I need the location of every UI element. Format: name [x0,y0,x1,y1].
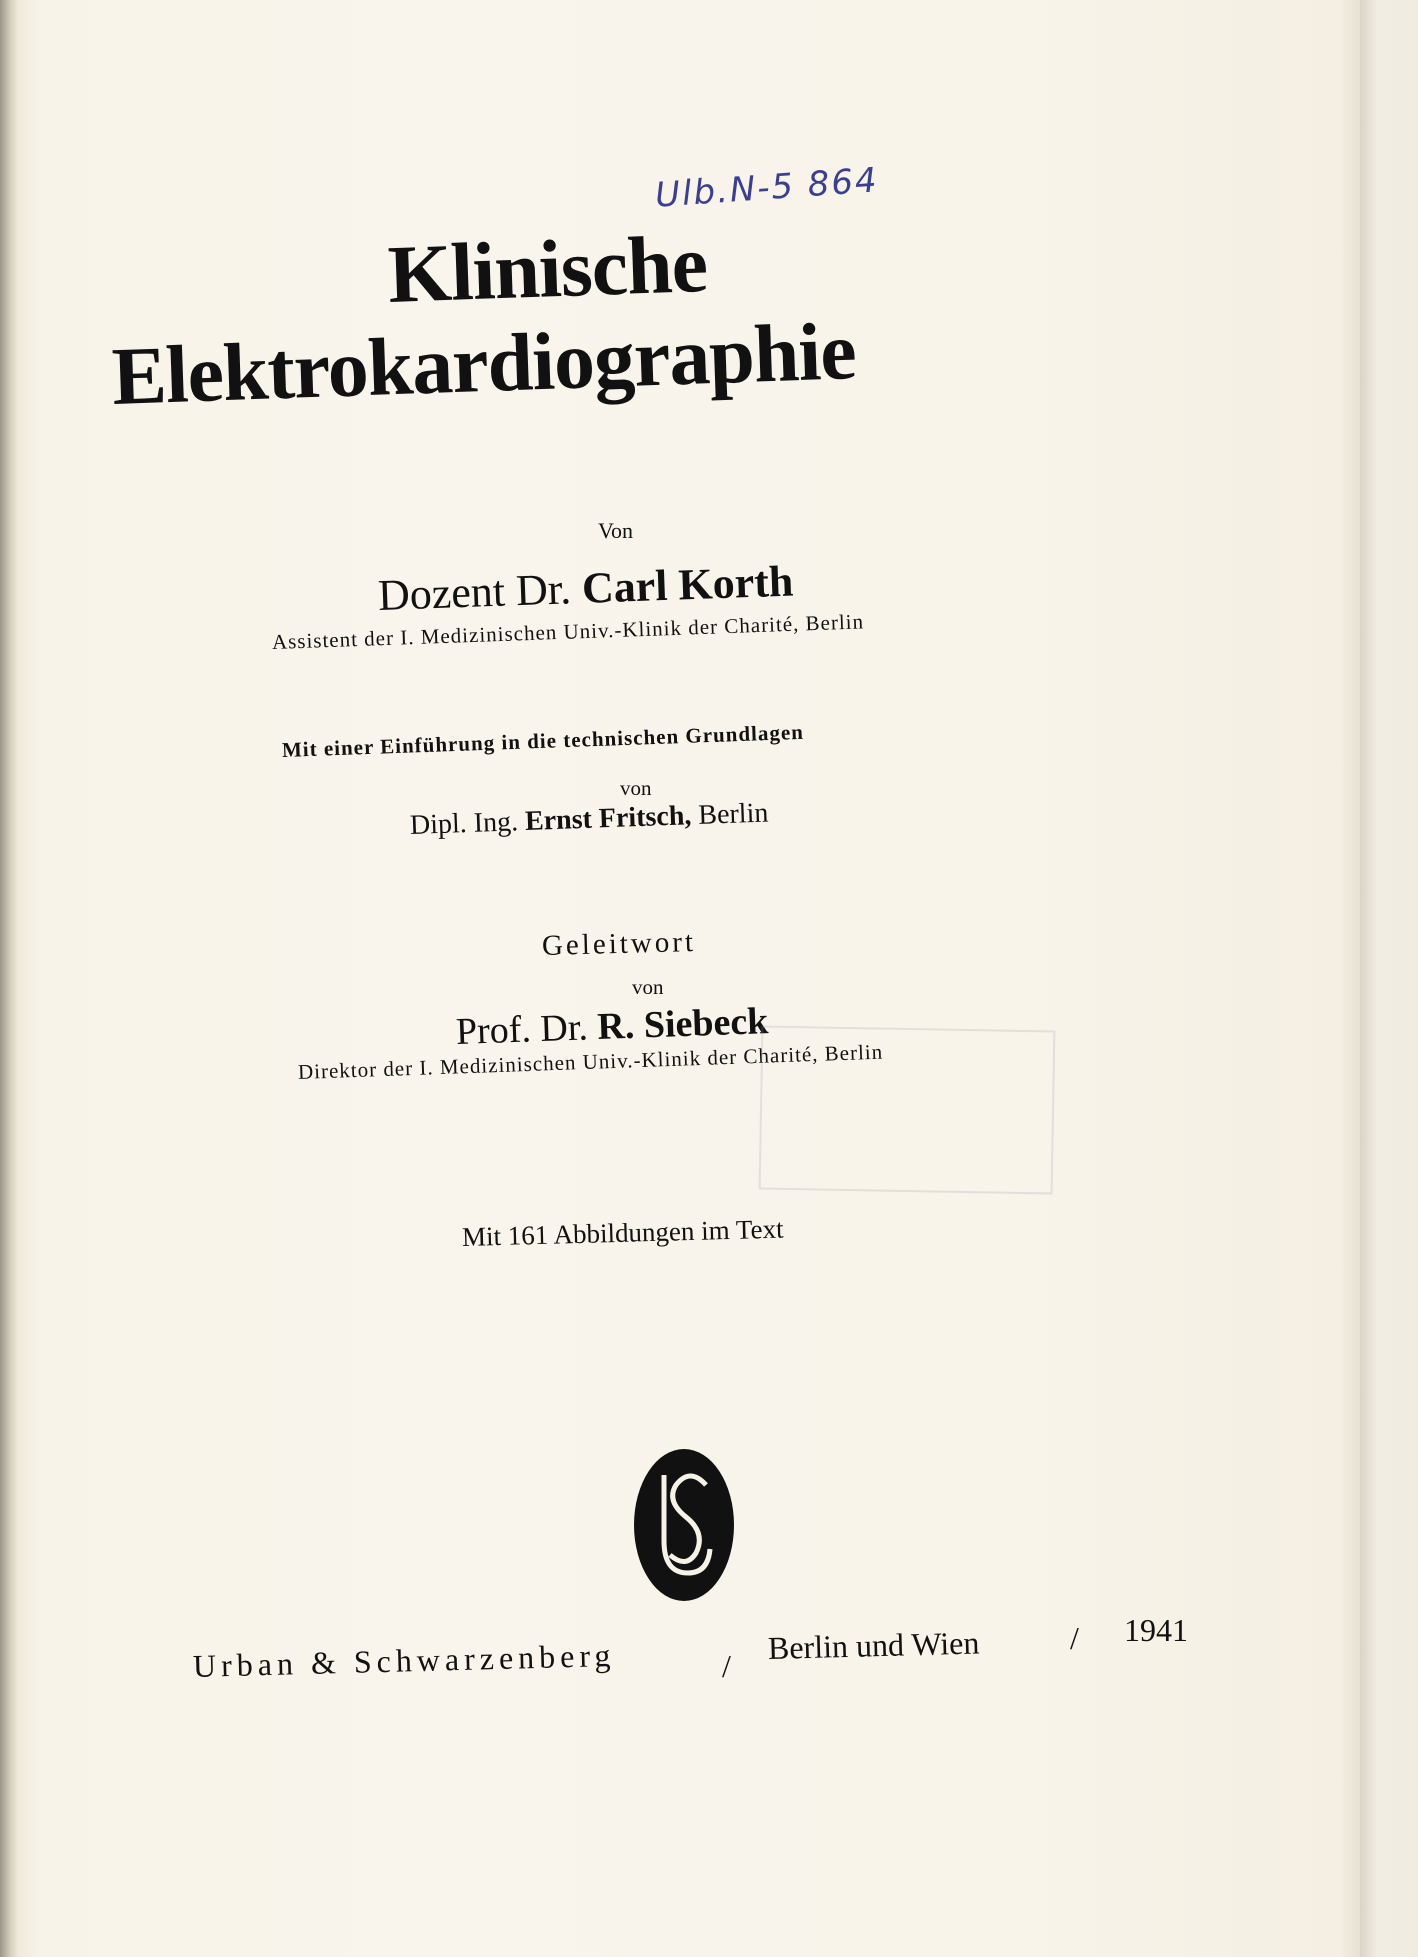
title-line-1: Klinische [386,217,709,320]
introduction-text: Mit einer Einführung in die technischen Grundlagen [281,719,805,762]
engineer-city: Berlin [697,797,769,831]
engineer-name-bold: Ernst Fritsch, [524,800,692,837]
author-name-bold: Carl Korth [581,556,795,613]
faded-library-stamp [759,1025,1056,1194]
author-affiliation: Assistent der I. Medizinischen Univ.-Klinik der Charité, Berlin [271,609,865,654]
publication-year: 1941 [1124,1612,1188,1648]
imprint-separator-2: / [1070,1620,1079,1656]
foreword-affiliation: Direktor der I. Medizinischen Univ.-Klinik der Charité, Berlin [297,1039,884,1084]
handwritten-shelfmark: Ulb.N-5 864 [653,160,880,216]
engineer-prefix: Dipl. Ing. [409,806,519,841]
publisher-name: Urban & Schwarzenberg [192,1636,616,1684]
foreword-label: Geleitwort [541,925,697,962]
foreword-by-label: von [632,975,664,999]
foreword-prefix: Prof. Dr. [455,1006,589,1053]
page-spine-shadow [0,0,18,1957]
introduction-by-label: von [620,776,652,800]
illustrations-note: Mit 161 Abbildungen im Text [461,1213,784,1252]
title-line-2: Elektrokardiographie [110,305,857,422]
us-publisher-monogram-icon [630,1445,738,1605]
foreword-name-bold: R. Siebeck [596,1000,769,1049]
imprint-separator-1: / [722,1648,731,1684]
publisher-city: Berlin und Wien [767,1624,980,1666]
adjacent-page-edge [1360,0,1418,1957]
by-label: Von [598,518,634,543]
author-prefix: Dozent Dr. [377,564,572,620]
